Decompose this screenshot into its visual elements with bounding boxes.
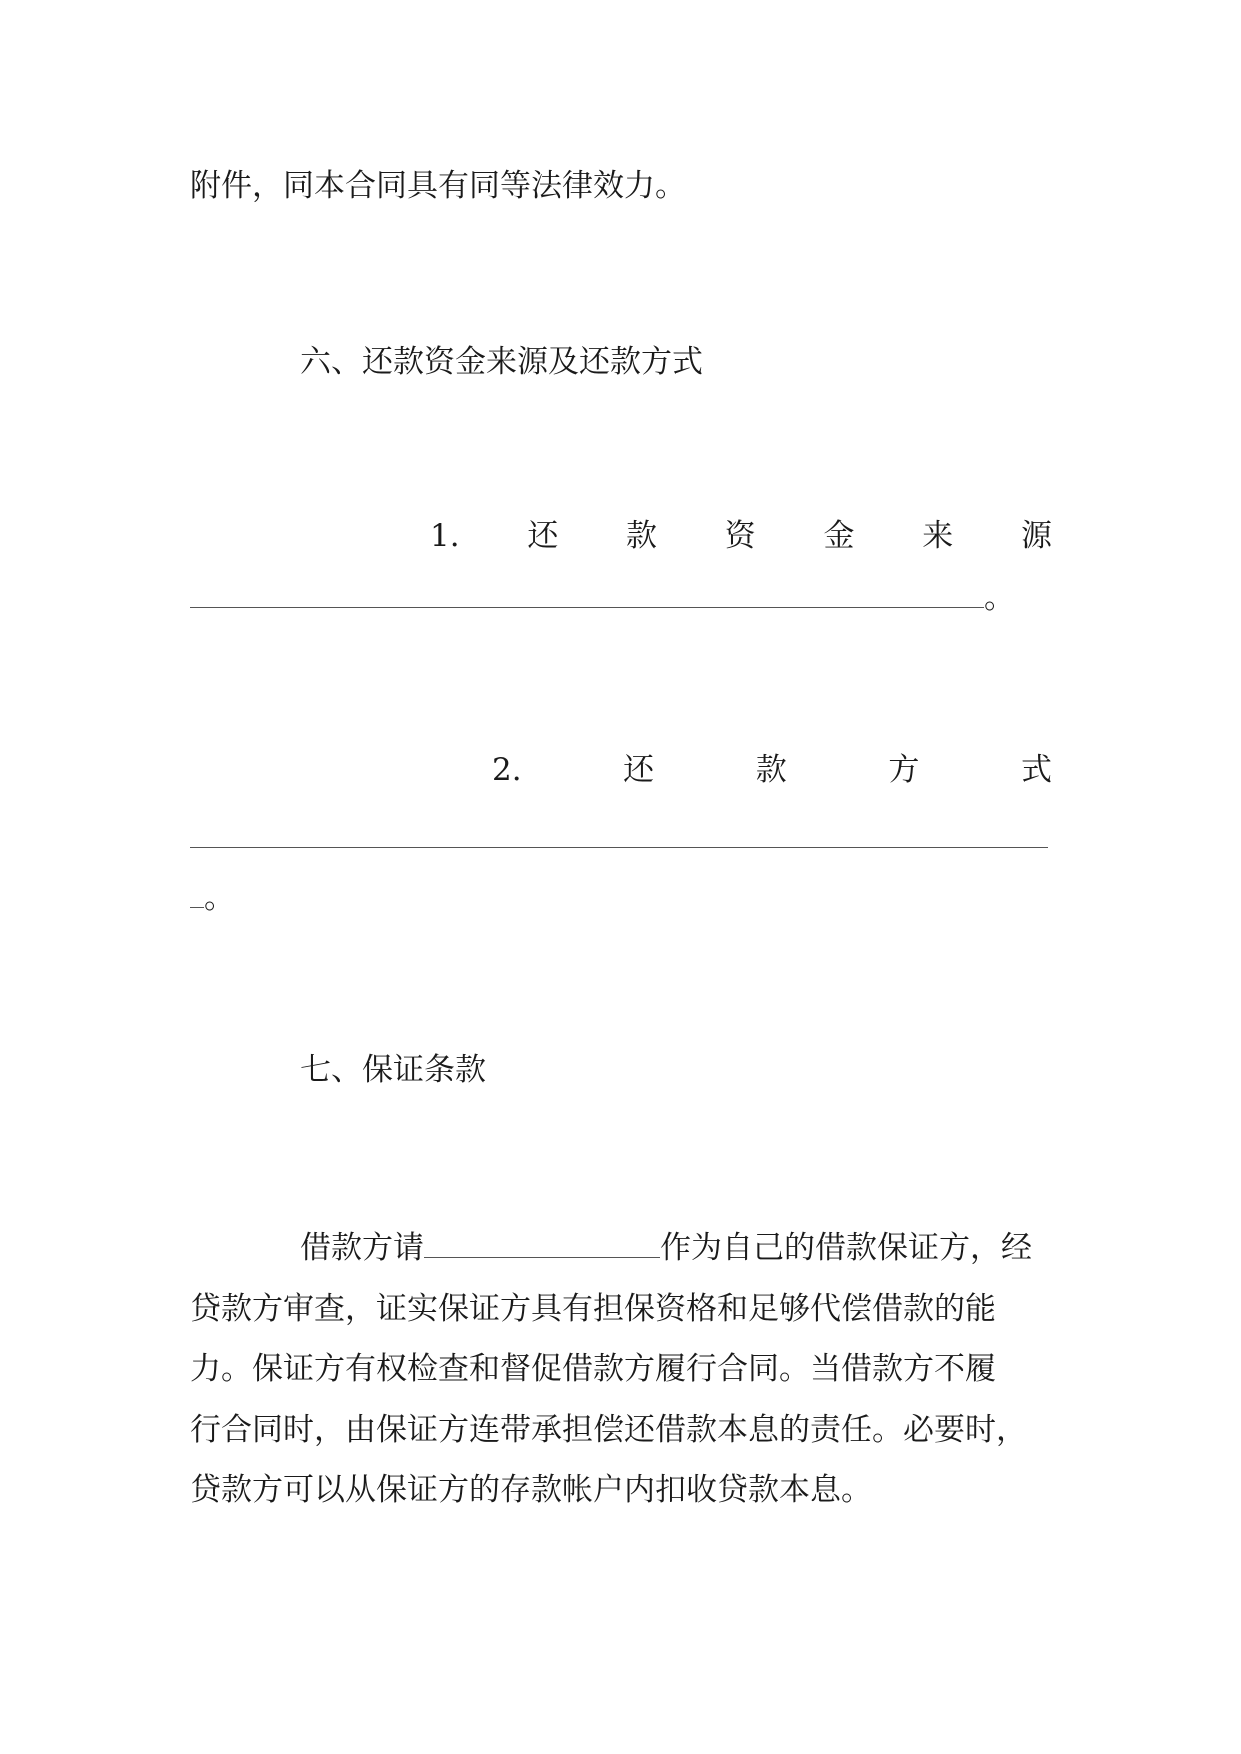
guarantor-name-blank[interactable] [424, 1235, 660, 1258]
repayment-method-blank-line-end [190, 878, 1052, 918]
item-number: 1. [430, 518, 460, 554]
repayment-method-blank-line [190, 818, 1052, 858]
guarantee-paragraph-line: 贷款方可以从保证方的存款帐户内扣收贷款本息。 [190, 1472, 872, 1508]
section-heading-7: 七、保证条款 [300, 1052, 486, 1088]
spread-char: 还 [623, 752, 655, 788]
repayment-source-blank-line [190, 578, 1052, 618]
spread-char: 还 [527, 518, 559, 554]
spread-char: 方 [888, 752, 920, 788]
fill-in-blank[interactable] [190, 825, 1048, 848]
spread-char: 资 [724, 518, 756, 554]
spread-char: 款 [626, 518, 658, 554]
line-end-period: 。 [984, 580, 1015, 616]
fill-in-blank[interactable] [190, 585, 984, 608]
spread-char: 款 [755, 752, 787, 788]
spread-char: 来 [922, 518, 954, 554]
item-number: 2. [492, 752, 522, 788]
repayment-method-label [492, 750, 1052, 790]
spread-char: 金 [823, 518, 855, 554]
line-end-period: 。 [204, 880, 235, 916]
repayment-source-label [430, 516, 1052, 556]
paragraph-text: 借款方请 [300, 1230, 424, 1266]
spread-char: 式 [1020, 752, 1052, 788]
paragraph-line: 附件，同本合同具有同等法律效力。 [190, 168, 686, 204]
paragraph-text: 作为自己的借款保证方，经 [660, 1230, 1032, 1266]
spread-char: 源 [1020, 518, 1052, 554]
section-heading-6: 六、还款资金来源及还款方式 [300, 344, 703, 380]
guarantee-paragraph-line: 贷款方审查，证实保证方具有担保资格和足够代偿借款的能 [190, 1291, 996, 1327]
fill-in-blank[interactable] [190, 885, 204, 908]
guarantee-paragraph-line [300, 1228, 1052, 1268]
guarantee-paragraph-line: 力。保证方有权检查和督促借款方履行合同。当借款方不履 [190, 1351, 996, 1387]
guarantee-paragraph-line: 行合同时，由保证方连带承担偿还借款本息的责任。必要时， [190, 1412, 1027, 1448]
